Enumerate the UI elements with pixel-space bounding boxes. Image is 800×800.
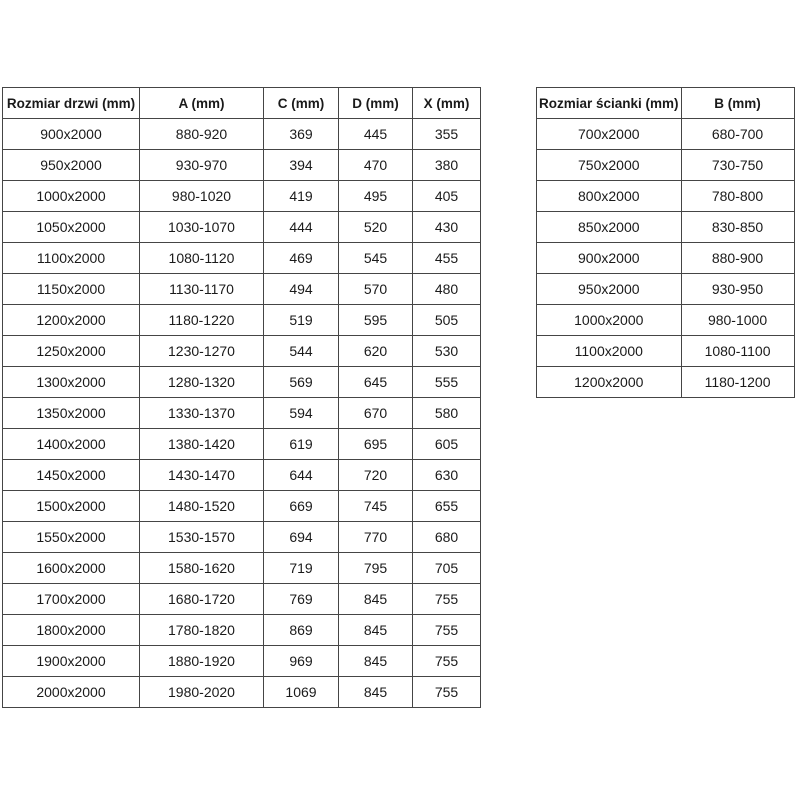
table-row <box>537 212 795 243</box>
table-cell: 930-950 <box>681 274 794 305</box>
table-row <box>3 553 481 584</box>
table-cell: 845 <box>339 615 413 646</box>
table-row <box>537 305 795 336</box>
column-header-d: D (mm) <box>339 88 413 119</box>
table-cell: 1230-1270 <box>140 336 264 367</box>
table-cell: 1200x2000 <box>3 305 140 336</box>
table-cell: 470 <box>339 150 413 181</box>
table-row <box>3 150 481 181</box>
table-row <box>3 491 481 522</box>
table-cell: 545 <box>339 243 413 274</box>
table-cell: 1350x2000 <box>3 398 140 429</box>
table-cell: 1530-1570 <box>140 522 264 553</box>
table-cell: 419 <box>264 181 339 212</box>
table-cell: 845 <box>339 584 413 615</box>
table-row <box>3 305 481 336</box>
table-cell: 469 <box>264 243 339 274</box>
table-cell: 1600x2000 <box>3 553 140 584</box>
table-row <box>3 212 481 243</box>
table-cell: 605 <box>413 429 481 460</box>
table-cell: 1500x2000 <box>3 491 140 522</box>
table-cell: 630 <box>413 460 481 491</box>
table-cell: 494 <box>264 274 339 305</box>
table-cell: 680 <box>413 522 481 553</box>
table-cell: 655 <box>413 491 481 522</box>
table-cell: 869 <box>264 615 339 646</box>
table-row <box>537 274 795 305</box>
table-row <box>3 429 481 460</box>
table-cell: 445 <box>339 119 413 150</box>
table-row <box>3 119 481 150</box>
table-row <box>3 522 481 553</box>
table-row <box>537 119 795 150</box>
table-cell: 355 <box>413 119 481 150</box>
wall-table-head <box>537 88 795 119</box>
table-cell: 680-700 <box>681 119 794 150</box>
column-header-a: A (mm) <box>140 88 264 119</box>
table-cell: 619 <box>264 429 339 460</box>
table-cell: 580 <box>413 398 481 429</box>
table-cell: 1250x2000 <box>3 336 140 367</box>
header-row <box>537 88 795 119</box>
door-table-head <box>3 88 481 119</box>
table-cell: 480 <box>413 274 481 305</box>
table-cell: 1150x2000 <box>3 274 140 305</box>
table-cell: 705 <box>413 553 481 584</box>
table-cell: 1330-1370 <box>140 398 264 429</box>
door-table-body <box>3 119 481 708</box>
wall-table-body <box>537 119 795 398</box>
table-cell: 1780-1820 <box>140 615 264 646</box>
table-cell: 730-750 <box>681 150 794 181</box>
table-cell: 769 <box>264 584 339 615</box>
table-row <box>3 274 481 305</box>
table-row <box>3 243 481 274</box>
table-cell: 495 <box>339 181 413 212</box>
table-row <box>3 677 481 708</box>
table-row <box>537 336 795 367</box>
table-cell: 1680-1720 <box>140 584 264 615</box>
table-cell: 544 <box>264 336 339 367</box>
table-cell: 1050x2000 <box>3 212 140 243</box>
table-cell: 1180-1220 <box>140 305 264 336</box>
table-cell: 1080-1100 <box>681 336 794 367</box>
table-cell: 1000x2000 <box>3 181 140 212</box>
table-cell: 1800x2000 <box>3 615 140 646</box>
table-cell: 519 <box>264 305 339 336</box>
table-cell: 369 <box>264 119 339 150</box>
table-cell: 569 <box>264 367 339 398</box>
table-cell: 969 <box>264 646 339 677</box>
table-row <box>3 460 481 491</box>
table-cell: 795 <box>339 553 413 584</box>
table-cell: 719 <box>264 553 339 584</box>
table-cell: 1130-1170 <box>140 274 264 305</box>
table-cell: 1480-1520 <box>140 491 264 522</box>
table-cell: 380 <box>413 150 481 181</box>
table-row <box>3 367 481 398</box>
table-cell: 1080-1120 <box>140 243 264 274</box>
column-header-x: X (mm) <box>413 88 481 119</box>
table-cell: 1980-2020 <box>140 677 264 708</box>
table-cell: 1900x2000 <box>3 646 140 677</box>
table-cell: 845 <box>339 677 413 708</box>
table-cell: 694 <box>264 522 339 553</box>
table-cell: 1380-1420 <box>140 429 264 460</box>
column-header-wall-size: Rozmiar ścianki (mm) <box>537 88 682 119</box>
table-cell: 520 <box>339 212 413 243</box>
table-cell: 980-1020 <box>140 181 264 212</box>
table-row <box>3 615 481 646</box>
table-cell: 430 <box>413 212 481 243</box>
table-cell: 1200x2000 <box>537 367 682 398</box>
table-cell: 1100x2000 <box>3 243 140 274</box>
table-cell: 700x2000 <box>537 119 682 150</box>
table-cell: 755 <box>413 646 481 677</box>
wall-size-table <box>536 87 795 398</box>
table-cell: 669 <box>264 491 339 522</box>
table-cell: 750x2000 <box>537 150 682 181</box>
table-cell: 670 <box>339 398 413 429</box>
table-cell: 770 <box>339 522 413 553</box>
table-cell: 1580-1620 <box>140 553 264 584</box>
table-row <box>537 150 795 181</box>
table-row <box>3 181 481 212</box>
table-cell: 1280-1320 <box>140 367 264 398</box>
table-cell: 1880-1920 <box>140 646 264 677</box>
table-cell: 1000x2000 <box>537 305 682 336</box>
column-header-door-size: Rozmiar drzwi (mm) <box>3 88 140 119</box>
table-cell: 594 <box>264 398 339 429</box>
table-cell: 595 <box>339 305 413 336</box>
table-cell: 1430-1470 <box>140 460 264 491</box>
table-cell: 1450x2000 <box>3 460 140 491</box>
table-cell: 444 <box>264 212 339 243</box>
table-cell: 845 <box>339 646 413 677</box>
table-row <box>3 398 481 429</box>
table-cell: 1550x2000 <box>3 522 140 553</box>
table-cell: 645 <box>339 367 413 398</box>
table-cell: 530 <box>413 336 481 367</box>
table-cell: 755 <box>413 677 481 708</box>
table-cell: 900x2000 <box>537 243 682 274</box>
table-cell: 800x2000 <box>537 181 682 212</box>
table-cell: 1300x2000 <box>3 367 140 398</box>
table-cell: 950x2000 <box>537 274 682 305</box>
table-row <box>537 243 795 274</box>
table-cell: 405 <box>413 181 481 212</box>
table-cell: 2000x2000 <box>3 677 140 708</box>
table-cell: 880-900 <box>681 243 794 274</box>
table-cell: 394 <box>264 150 339 181</box>
table-cell: 900x2000 <box>3 119 140 150</box>
header-row <box>3 88 481 119</box>
table-cell: 980-1000 <box>681 305 794 336</box>
table-cell: 755 <box>413 615 481 646</box>
table-cell: 1069 <box>264 677 339 708</box>
table-cell: 620 <box>339 336 413 367</box>
table-cell: 830-850 <box>681 212 794 243</box>
table-cell: 780-800 <box>681 181 794 212</box>
table-cell: 850x2000 <box>537 212 682 243</box>
table-cell: 1100x2000 <box>537 336 682 367</box>
table-row <box>3 584 481 615</box>
table-row <box>537 367 795 398</box>
table-cell: 1700x2000 <box>3 584 140 615</box>
table-row <box>3 646 481 677</box>
table-cell: 1180-1200 <box>681 367 794 398</box>
column-header-b: B (mm) <box>681 88 794 119</box>
table-cell: 455 <box>413 243 481 274</box>
door-size-table <box>2 87 481 708</box>
table-row <box>3 336 481 367</box>
table-cell: 880-920 <box>140 119 264 150</box>
table-cell: 1400x2000 <box>3 429 140 460</box>
table-cell: 1030-1070 <box>140 212 264 243</box>
table-cell: 930-970 <box>140 150 264 181</box>
table-cell: 505 <box>413 305 481 336</box>
table-cell: 570 <box>339 274 413 305</box>
table-cell: 644 <box>264 460 339 491</box>
table-cell: 695 <box>339 429 413 460</box>
column-header-c: C (mm) <box>264 88 339 119</box>
table-cell: 720 <box>339 460 413 491</box>
table-cell: 745 <box>339 491 413 522</box>
table-cell: 755 <box>413 584 481 615</box>
table-row <box>537 181 795 212</box>
table-cell: 950x2000 <box>3 150 140 181</box>
table-cell: 555 <box>413 367 481 398</box>
